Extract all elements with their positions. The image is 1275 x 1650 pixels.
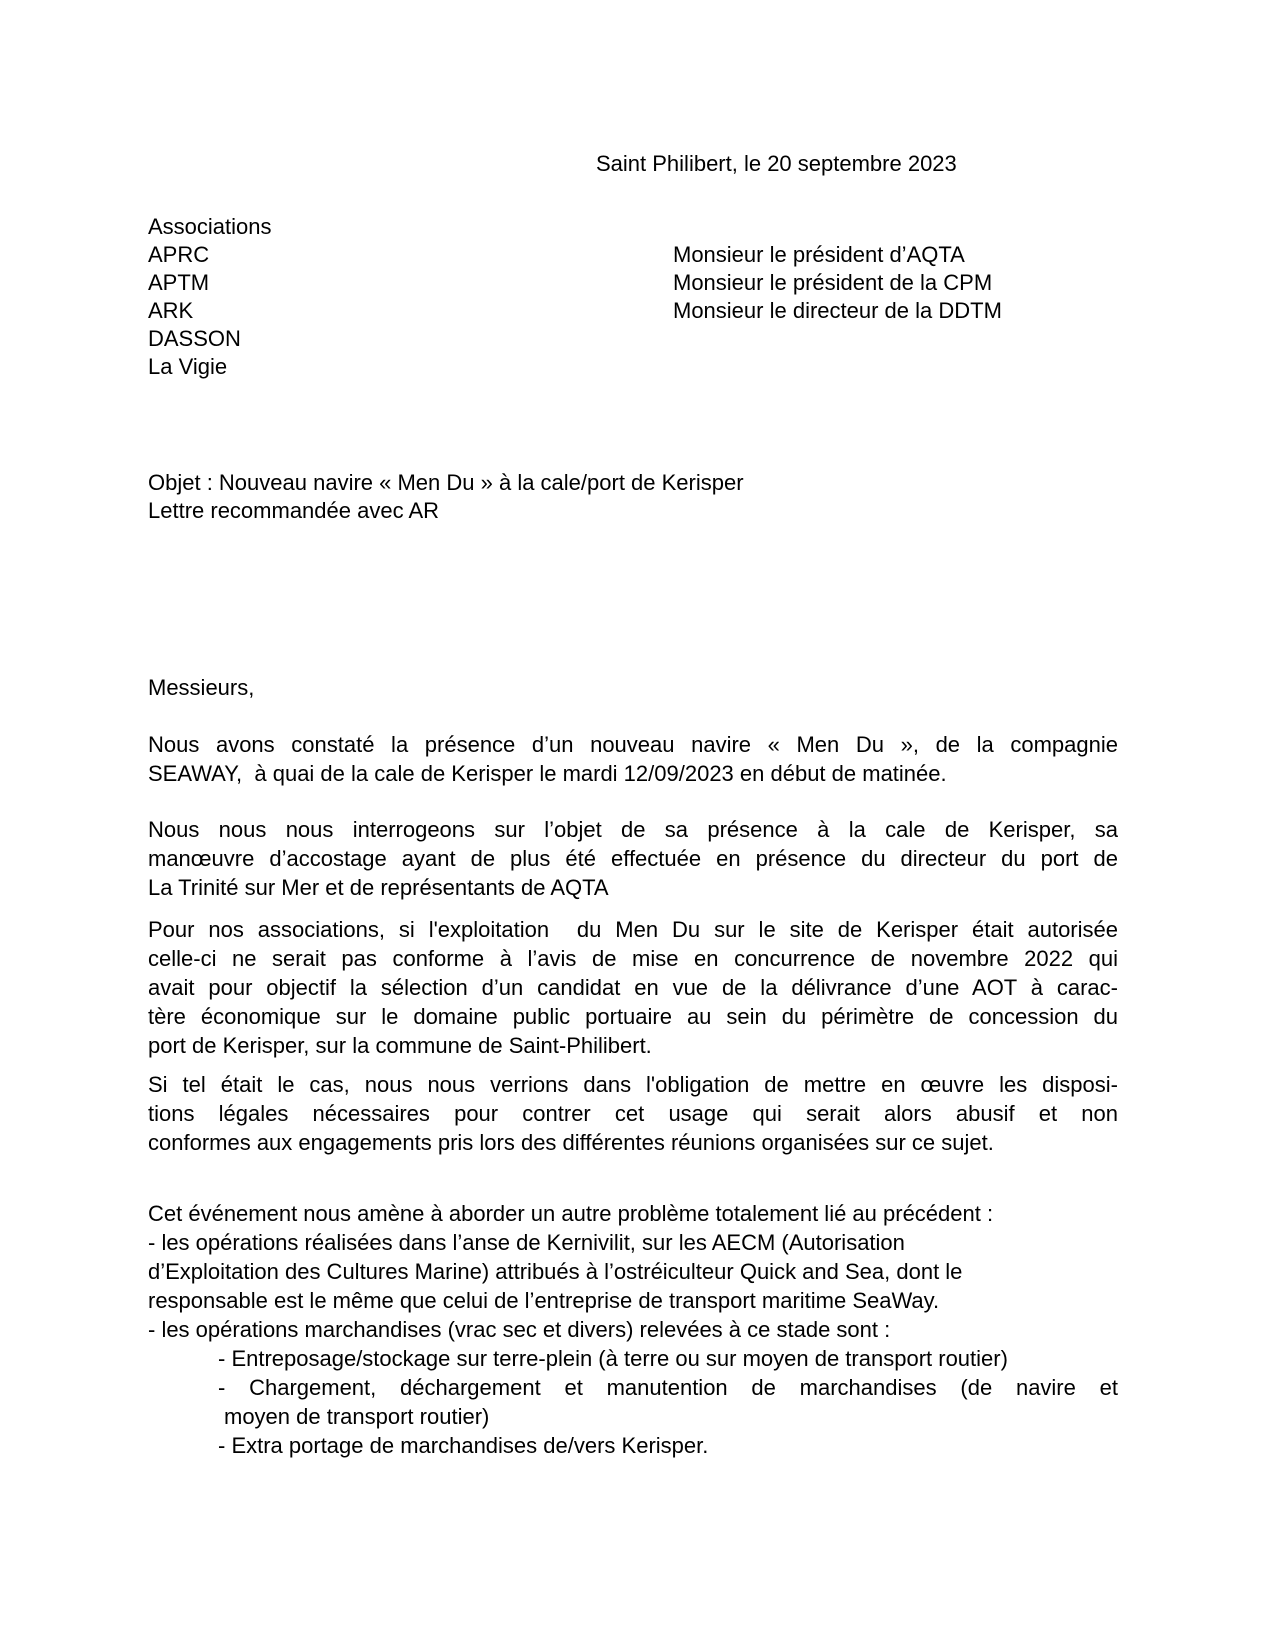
date-line: Saint Philibert, le 20 septembre 2023 <box>596 151 957 176</box>
sender-association-name: ARK <box>148 298 194 323</box>
text-line: - les opérations réalisées dans l’anse de Kernivilit, sur les AECM (Autorisation <box>148 1230 905 1255</box>
address-block <box>148 213 1118 381</box>
address-row <box>148 269 1118 297</box>
text-line: Nous avons constaté la présence d’un nouveau navire « Men Du », de la compagnie <box>148 732 1118 757</box>
paragraph-p2 <box>148 815 1118 902</box>
text-line: - Entreposage/stockage sur terre-plein (à terre ou sur moyen de transport routier) <box>218 1346 1008 1371</box>
registered-mail-line: Lettre recommandée avec AR <box>148 498 440 523</box>
recipient-name: Monsieur le président de la CPM <box>673 270 993 295</box>
sender-association-name: DASSON <box>148 326 241 351</box>
sender-association-name: La Vigie <box>148 354 228 379</box>
text-line: Pour nos associations, si l'exploitation du Men Du sur le site de Kerisper était autorisée <box>148 917 1118 942</box>
paragraph-p1 <box>148 730 1118 788</box>
paragraph-p4 <box>148 1070 1118 1157</box>
sender-association-name: Associations <box>148 214 272 239</box>
text-line: tions légales nécessaires pour contrer cet usage qui serait alors abusif et non <box>148 1101 1118 1126</box>
text-line: port de Kerisper, sur la commune de Saint-Philibert. <box>148 1033 652 1058</box>
subject-block <box>148 469 1118 525</box>
text-line: Nous nous nous interrogeons sur l’objet de sa présence à la cale de Kerisper, sa <box>148 817 1118 842</box>
paragraph-p5 <box>148 1199 1118 1460</box>
text-line: responsable est le même que celui de l’entreprise de transport maritime SeaWay. <box>148 1288 940 1313</box>
address-row <box>148 325 1118 353</box>
text-line: - Extra portage de marchandises de/vers Kerisper. <box>218 1433 709 1458</box>
address-row <box>148 241 1118 269</box>
text-line: avait pour objectif la sélection d’un candidat en vue de la délivrance d’une AOT à carac- <box>148 975 1118 1000</box>
address-row <box>148 213 1118 241</box>
sender-association-name: APRC <box>148 242 210 267</box>
text-line: tère économique sur le domaine public portuaire au sein du périmètre de concession du <box>148 1004 1118 1029</box>
text-line: conformes aux engagements pris lors des différentes réunions organisées sur ce sujet. <box>148 1130 994 1155</box>
text-line: Cet événement nous amène à aborder un autre problème totalement lié au précédent : <box>148 1201 994 1226</box>
address-row <box>148 353 1118 381</box>
sender-association-name: APTM <box>148 270 210 295</box>
text-line: d’Exploitation des Cultures Marine) attribués à l’ostréiculteur Quick and Sea, dont le <box>148 1259 963 1284</box>
text-line: moyen de transport routier) <box>224 1404 490 1429</box>
text-line: celle-ci ne serait pas conforme à l’avis de mise en concurrence de novembre 2022 qui <box>148 946 1118 971</box>
text-line: - les opérations marchandises (vrac sec et divers) relevées à ce stade sont : <box>148 1317 891 1342</box>
recipient-name: Monsieur le président d’AQTA <box>673 242 965 267</box>
salutation: Messieurs, <box>148 675 255 700</box>
text-line: - Chargement, déchargement et manutention de marchandises (de navire et <box>218 1375 1118 1400</box>
text-line: La Trinité sur Mer et de représentants de AQTA <box>148 875 609 900</box>
recipient-name: Monsieur le directeur de la DDTM <box>673 298 1002 323</box>
text-line: Si tel était le cas, nous nous verrions dans l'obligation de mettre en œuvre les disposi- <box>148 1072 1118 1097</box>
address-row <box>148 297 1118 325</box>
paragraph-p3 <box>148 915 1118 1060</box>
letter-body <box>148 730 1118 1460</box>
subject-line: Objet : Nouveau navire « Men Du » à la cale/port de Kerisper <box>148 470 744 495</box>
text-line: manœuvre d’accostage ayant de plus été effectuée en présence du directeur du port de <box>148 846 1118 871</box>
text-line: SEAWAY, à quai de la cale de Kerisper le mardi 12/09/2023 en début de matinée. <box>148 761 947 786</box>
